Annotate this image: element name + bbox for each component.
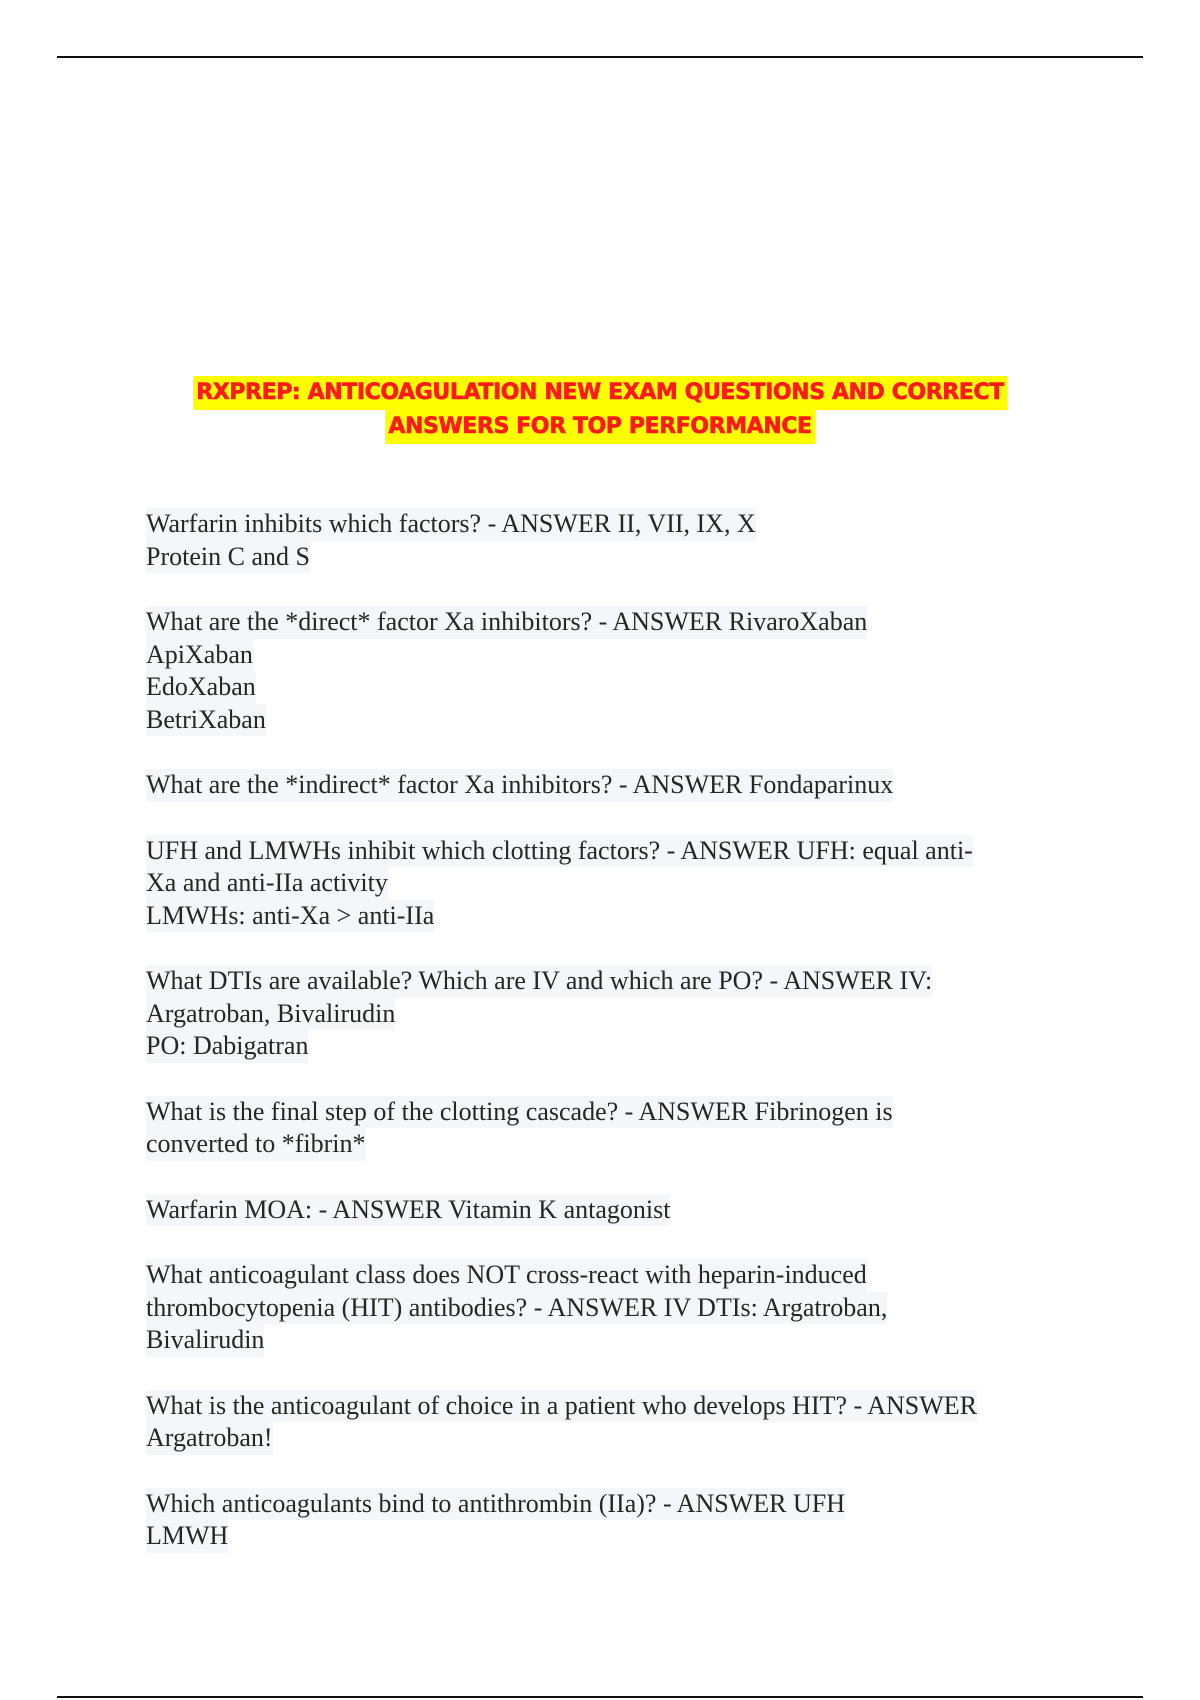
qa-text: Which anticoagulants bind to antithrombin (IIa)? - ANSWER UFH: [146, 1488, 845, 1521]
qa-item: [146, 1194, 1066, 1227]
title-line-1: RXPREP: ANTICOAGULATION NEW EXAM QUESTIONS AND CORRECT: [193, 376, 1007, 410]
bottom-rule: [57, 1696, 1143, 1698]
qa-text: LMWHs: anti-Xa > anti-IIa: [146, 900, 434, 933]
qa-item: [146, 965, 1066, 1063]
qa-text: PO: Dabigatran: [146, 1030, 308, 1063]
qa-text: What are the *direct* factor Xa inhibitors? - ANSWER RivaroXaban: [146, 606, 867, 639]
qa-item: [146, 1096, 1066, 1161]
qa-text: What are the *indirect* factor Xa inhibitors? - ANSWER Fondaparinux: [146, 769, 893, 802]
qa-text: What anticoagulant class does NOT cross-react with heparin-induced: [146, 1259, 867, 1292]
title-line-2: ANSWERS FOR TOP PERFORMANCE: [385, 410, 814, 444]
qa-text: UFH and LMWHs inhibit which clotting factors? - ANSWER UFH: equal anti-: [146, 835, 973, 868]
qa-text: What is the anticoagulant of choice in a patient who develops HIT? - ANSWER: [146, 1390, 977, 1423]
qa-text: Warfarin MOA: - ANSWER Vitamin K antagonist: [146, 1194, 670, 1227]
qa-text: Bivalirudin: [146, 1324, 264, 1357]
qa-text: What is the final step of the clotting cascade? - ANSWER Fibrinogen is: [146, 1096, 893, 1129]
qa-text: LMWH: [146, 1520, 228, 1553]
qa-item: [146, 606, 1066, 736]
qa-text: EdoXaban: [146, 671, 256, 704]
qa-item: [146, 508, 1066, 573]
qa-list: [146, 508, 1066, 1586]
qa-text: Protein C and S: [146, 541, 310, 574]
qa-item: [146, 1259, 1066, 1357]
qa-text: thrombocytopenia (HIT) antibodies? - ANSWER IV DTIs: Argatroban,: [146, 1292, 887, 1325]
qa-text: What DTIs are available? Which are IV and which are PO? - ANSWER IV:: [146, 965, 932, 998]
qa-text: converted to *fibrin*: [146, 1128, 366, 1161]
qa-text: ApiXaban: [146, 639, 253, 672]
top-rule: [57, 56, 1143, 58]
qa-text: BetriXaban: [146, 704, 266, 737]
qa-text: Xa and anti-IIa activity: [146, 867, 388, 900]
qa-text: Warfarin inhibits which factors? - ANSWER II, VII, IX, X: [146, 508, 756, 541]
qa-item: [146, 1390, 1066, 1455]
qa-item: [146, 769, 1066, 802]
document-title: [57, 376, 1143, 444]
qa-item: [146, 835, 1066, 933]
qa-text: Argatroban, Bivalirudin: [146, 998, 395, 1031]
qa-text: Argatroban!: [146, 1422, 273, 1455]
qa-item: [146, 1488, 1066, 1553]
